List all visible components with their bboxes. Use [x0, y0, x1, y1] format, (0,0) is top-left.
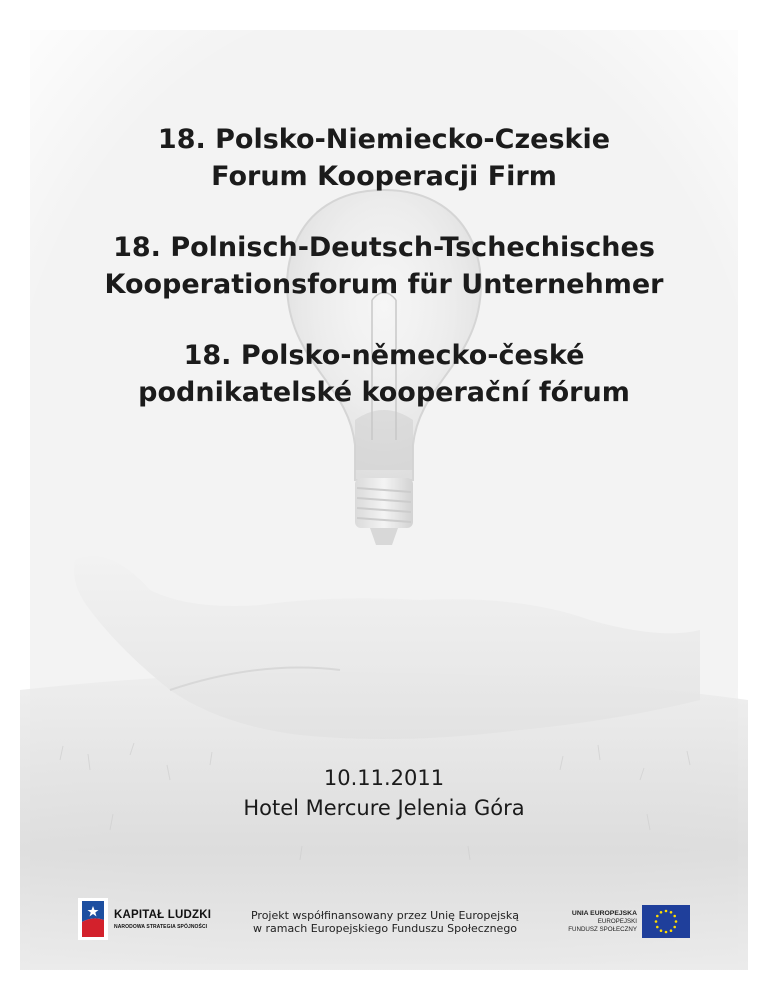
title-czech [0, 337, 768, 411]
eu-flag-icon [642, 905, 690, 938]
footer-logos [0, 896, 768, 956]
eu-label-line-3: FUNDUSZ SPOŁECZNY [568, 926, 637, 933]
kapital-ludzki-subtitle: NARODOWA STRATEGIA SPÓJNOŚCI [114, 924, 208, 930]
title-german-line-2: Kooperationsforum für Unternehmer [104, 269, 664, 300]
kapital-ludzki-flag-icon [78, 898, 108, 940]
eu-label [555, 910, 637, 934]
eu-label-line-2: EUROPEJSKI [597, 918, 637, 925]
kapital-ludzki-name: KAPITAŁ LUDZKI [114, 909, 212, 921]
kapital-ludzki-logo [78, 896, 238, 944]
title-german [0, 229, 768, 303]
title-polish-line-1: 18. Polsko-Niemiecko-Czeskie [157, 124, 611, 155]
title-polish-line-2: Forum Kooperacji Firm [211, 161, 557, 192]
project-text-line-1: Projekt współfinansowany przez Unię Europejską [250, 909, 520, 922]
event-date: 10.11.2011 [323, 766, 445, 790]
project-funding-text [240, 909, 530, 935]
event-venue: Hotel Mercure Jelenia Góra [243, 796, 525, 820]
title-german-line-1: 18. Polnisch-Deutsch-Tschechisches [113, 232, 655, 263]
title-polish [0, 121, 768, 195]
title-czech-line-1: 18. Polsko-německo-české [183, 340, 585, 371]
eu-label-line-1: UNIA EUROPEJSKA [571, 910, 637, 917]
title-czech-line-2: podnikatelské kooperační fórum [138, 377, 630, 408]
event-info [0, 763, 768, 823]
project-text-line-2: w ramach Europejskiego Funduszu Społecznego [252, 922, 518, 935]
